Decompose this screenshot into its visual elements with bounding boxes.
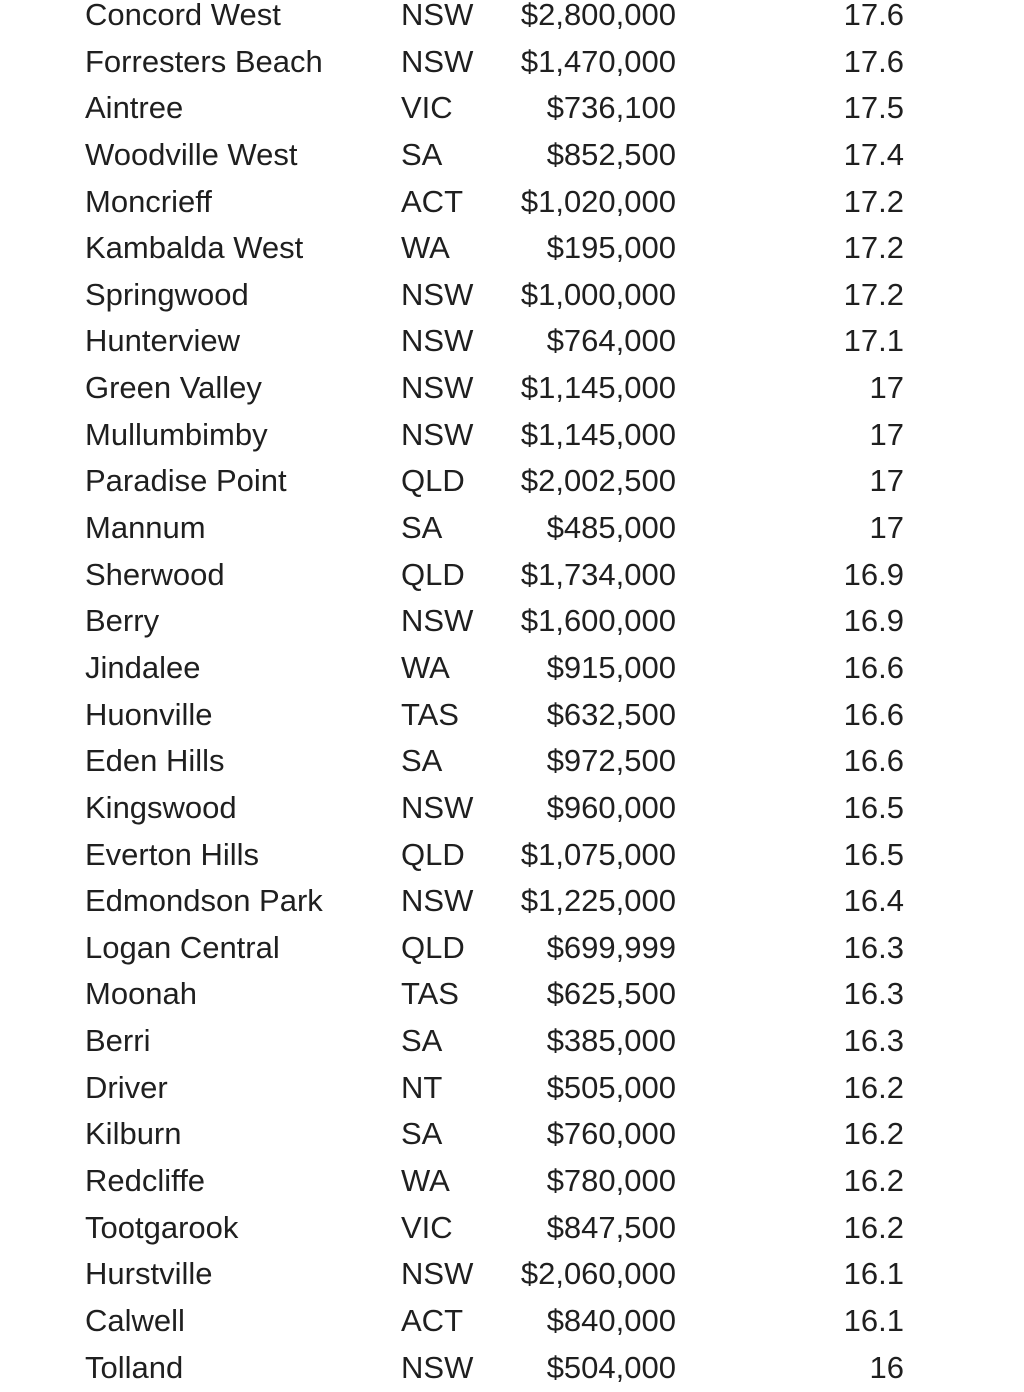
value-cell: 17 — [869, 510, 904, 546]
table-row — [0, 85, 1024, 132]
value-cell: 17.4 — [843, 136, 904, 172]
table-row — [0, 132, 1024, 179]
value-cell: 16.5 — [843, 789, 904, 825]
state-cell: SA — [401, 743, 443, 779]
suburb-cell: Tolland — [85, 1349, 184, 1385]
state-cell: NSW — [401, 416, 474, 452]
value-cell: 16.9 — [843, 603, 904, 639]
suburb-cell: Huonville — [85, 696, 213, 732]
price-cell: $1,020,000 — [520, 183, 676, 219]
state-cell: NSW — [401, 883, 474, 919]
suburb-cell: Moncrieff — [85, 183, 212, 219]
state-cell: QLD — [401, 836, 465, 872]
suburb-cell: Hurstville — [85, 1256, 213, 1292]
state-cell: SA — [401, 1116, 443, 1152]
suburb-cell: Green Valley — [85, 370, 262, 406]
state-cell: NSW — [401, 603, 474, 639]
value-cell: 16.2 — [843, 1116, 904, 1152]
table-row — [0, 925, 1024, 972]
value-cell: 16 — [869, 1349, 904, 1385]
price-cell: $195,000 — [546, 230, 676, 266]
value-cell: 16.6 — [843, 649, 904, 685]
state-cell: SA — [401, 510, 443, 546]
state-cell: QLD — [401, 463, 465, 499]
table-row — [0, 458, 1024, 505]
state-cell: NSW — [401, 370, 474, 406]
table-row — [0, 598, 1024, 645]
table-row — [0, 179, 1024, 226]
table-row — [0, 365, 1024, 412]
price-cell: $699,999 — [546, 929, 676, 965]
suburb-cell: Everton Hills — [85, 836, 259, 872]
state-cell: NT — [401, 1069, 443, 1105]
state-cell: NSW — [401, 789, 474, 825]
state-cell: WA — [401, 230, 450, 266]
suburb-cell: Kilburn — [85, 1116, 182, 1152]
value-cell: 17.2 — [843, 230, 904, 266]
suburb-cell: Jindalee — [85, 649, 201, 685]
table-row — [0, 552, 1024, 599]
suburb-cell: Tootgarook — [85, 1209, 239, 1245]
price-cell: $1,600,000 — [520, 603, 676, 639]
value-cell: 16.3 — [843, 929, 904, 965]
suburb-cell: Eden Hills — [85, 743, 225, 779]
price-cell: $1,145,000 — [520, 370, 676, 406]
state-cell: SA — [401, 1023, 443, 1059]
price-cell: $504,000 — [546, 1349, 676, 1385]
state-cell: SA — [401, 136, 443, 172]
value-cell: 16.2 — [843, 1163, 904, 1199]
price-cell: $2,002,500 — [520, 463, 676, 499]
state-cell: WA — [401, 649, 450, 685]
table-row — [0, 225, 1024, 272]
state-cell: VIC — [401, 90, 453, 126]
state-cell: NSW — [401, 1349, 474, 1385]
suburb-cell: Logan Central — [85, 929, 280, 965]
suburb-cell: Edmondson Park — [85, 883, 323, 919]
table-row — [0, 1065, 1024, 1112]
suburb-cell: Forresters Beach — [85, 43, 323, 79]
table-row — [0, 971, 1024, 1018]
table-row — [0, 785, 1024, 832]
suburb-cell: Concord West — [85, 0, 281, 32]
value-cell: 16.3 — [843, 976, 904, 1012]
table-row — [0, 1111, 1024, 1158]
price-cell: $852,500 — [546, 136, 676, 172]
price-cell: $1,470,000 — [520, 43, 676, 79]
state-cell: ACT — [401, 1302, 463, 1338]
price-cell: $1,225,000 — [520, 883, 676, 919]
state-cell: TAS — [401, 696, 459, 732]
price-cell: $972,500 — [546, 743, 676, 779]
table-row — [0, 1298, 1024, 1345]
table-row — [0, 318, 1024, 365]
state-cell: NSW — [401, 43, 474, 79]
table-row — [0, 412, 1024, 459]
state-cell: NSW — [401, 1256, 474, 1292]
value-cell: 16.3 — [843, 1023, 904, 1059]
price-cell: $736,100 — [546, 90, 676, 126]
table-row — [0, 272, 1024, 319]
table-row — [0, 505, 1024, 552]
table-row — [0, 1018, 1024, 1065]
table-row — [0, 39, 1024, 86]
price-cell: $764,000 — [546, 323, 676, 359]
suburb-cell: Kambalda West — [85, 230, 304, 266]
suburb-cell: Moonah — [85, 976, 198, 1012]
price-cell: $625,500 — [546, 976, 676, 1012]
suburb-cell: Redcliffe — [85, 1163, 206, 1199]
suburb-cell: Mullumbimby — [85, 416, 268, 452]
suburb-cell: Woodville West — [85, 136, 298, 172]
table-row — [0, 1345, 1024, 1392]
suburb-cell: Paradise Point — [85, 463, 287, 499]
price-cell: $2,060,000 — [520, 1256, 676, 1292]
value-cell: 17.6 — [843, 0, 904, 32]
value-cell: 17.2 — [843, 183, 904, 219]
value-cell: 16.5 — [843, 836, 904, 872]
value-cell: 16.1 — [843, 1302, 904, 1338]
state-cell: TAS — [401, 976, 459, 1012]
suburb-cell: Hunterview — [85, 323, 241, 359]
table-row — [0, 1251, 1024, 1298]
value-cell: 16.4 — [843, 883, 904, 919]
value-cell: 17 — [869, 463, 904, 499]
value-cell: 17.1 — [843, 323, 904, 359]
table-row — [0, 1205, 1024, 1252]
table-row — [0, 738, 1024, 785]
price-cell: $385,000 — [546, 1023, 676, 1059]
suburb-cell: Kingswood — [85, 789, 237, 825]
price-cell: $1,734,000 — [520, 556, 676, 592]
table-row — [0, 692, 1024, 739]
price-cell: $485,000 — [546, 510, 676, 546]
suburb-cell: Mannum — [85, 510, 206, 546]
table-row — [0, 0, 1024, 39]
value-cell: 16.2 — [843, 1069, 904, 1105]
table-row — [0, 878, 1024, 925]
table-row — [0, 832, 1024, 879]
value-cell: 16.9 — [843, 556, 904, 592]
state-cell: VIC — [401, 1209, 453, 1245]
suburb-cell: Berri — [85, 1023, 151, 1059]
suburb-cell: Driver — [85, 1069, 168, 1105]
state-cell: QLD — [401, 929, 465, 965]
price-cell: $760,000 — [546, 1116, 676, 1152]
suburb-cell: Sherwood — [85, 556, 225, 592]
price-cell: $960,000 — [546, 789, 676, 825]
state-cell: WA — [401, 1163, 450, 1199]
suburb-cell: Aintree — [85, 90, 184, 126]
state-cell: NSW — [401, 0, 474, 32]
value-cell: 16.1 — [843, 1256, 904, 1292]
price-cell: $1,075,000 — [520, 836, 676, 872]
table-row — [0, 1158, 1024, 1205]
value-cell: 17 — [869, 370, 904, 406]
price-cell: $915,000 — [546, 649, 676, 685]
price-cell: $632,500 — [546, 696, 676, 732]
price-cell: $1,000,000 — [520, 276, 676, 312]
price-cell: $2,800,000 — [520, 0, 676, 32]
value-cell: 17.6 — [843, 43, 904, 79]
suburb-cell: Berry — [85, 603, 160, 639]
value-cell: 16.6 — [843, 743, 904, 779]
price-cell: $1,145,000 — [520, 416, 676, 452]
price-cell: $840,000 — [546, 1302, 676, 1338]
value-cell: 17.5 — [843, 90, 904, 126]
state-cell: ACT — [401, 183, 463, 219]
price-cell: $847,500 — [546, 1209, 676, 1245]
table-row — [0, 645, 1024, 692]
value-cell: 17 — [869, 416, 904, 452]
value-cell: 16.2 — [843, 1209, 904, 1245]
state-cell: NSW — [401, 276, 474, 312]
value-cell: 16.6 — [843, 696, 904, 732]
suburb-cell: Springwood — [85, 276, 249, 312]
value-cell: 17.2 — [843, 276, 904, 312]
state-cell: NSW — [401, 323, 474, 359]
suburb-cell: Calwell — [85, 1302, 185, 1338]
state-cell: QLD — [401, 556, 465, 592]
price-cell: $780,000 — [546, 1163, 676, 1199]
price-cell: $505,000 — [546, 1069, 676, 1105]
